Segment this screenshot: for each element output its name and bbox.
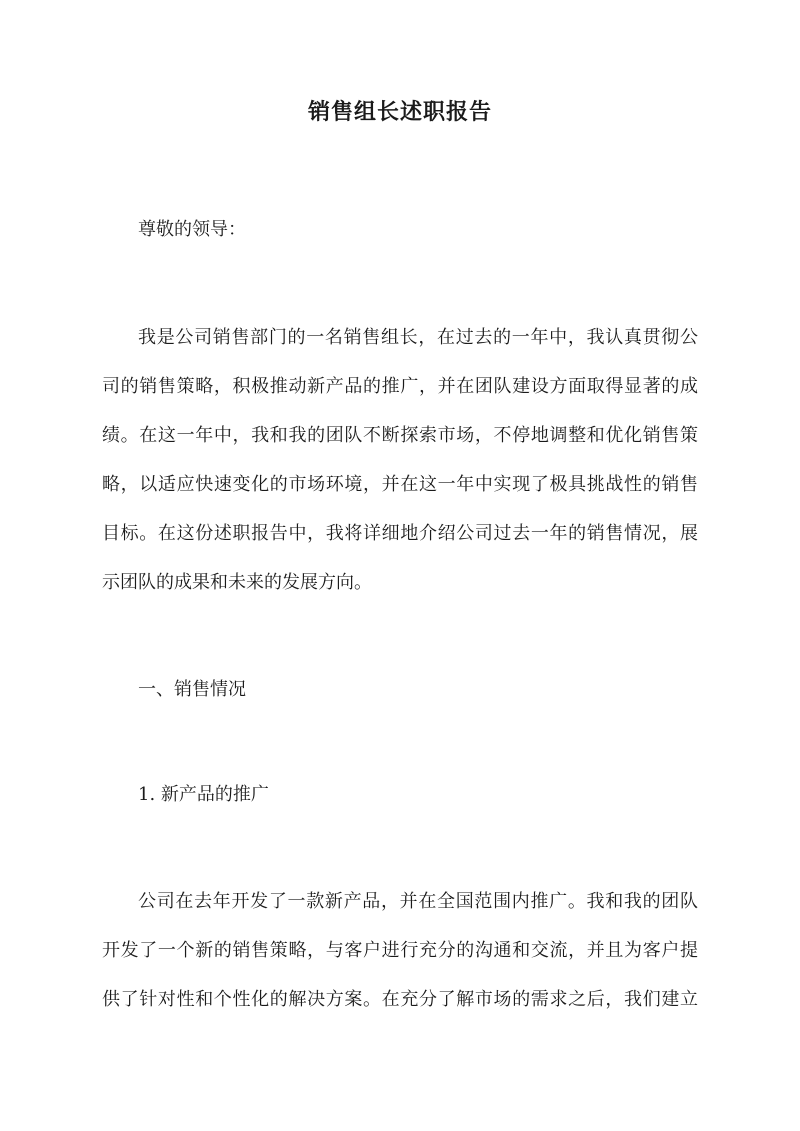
intro-paragraph xyxy=(102,313,698,607)
paragraph-line: 我是公司销售部门的一名销售组长，在过去的一年中，我认真贯彻公 xyxy=(138,327,698,348)
product-paragraph xyxy=(102,877,698,1024)
document-title: 销售组长述职报告 xyxy=(307,99,492,125)
paragraph-line: 司的销售策略，积极推动新产品的推广，并在团队建设方面取得显著的成 xyxy=(102,376,698,397)
sub-heading: 1. 新产品的推广 xyxy=(138,784,269,805)
paragraph-line: 目标。在这份述职报告中，我将详细地介绍公司过去一年的销售情况，展 xyxy=(102,523,698,544)
salutation: 尊敬的领导： xyxy=(138,219,246,240)
section-heading: 一、销售情况 xyxy=(138,679,246,700)
paragraph-line: 略，以适应快速变化的市场环境，并在这一年中实现了极具挑战性的销售 xyxy=(102,474,698,495)
paragraph-line: 开发了一个新的销售策略，与客户进行充分的沟通和交流，并且为客户提 xyxy=(102,940,698,961)
paragraph-line: 供了针对性和个性化的解决方案。在充分了解市场的需求之后，我们建立 xyxy=(102,989,698,1010)
paragraph-line: 公司在去年开发了一款新产品，并在全国范围内推广。我和我的团队 xyxy=(138,891,698,912)
paragraph-line: 示团队的成果和未来的发展方向。 xyxy=(102,572,372,593)
paragraph-line: 绩。在这一年中，我和我的团队不断探索市场，不停地调整和优化销售策 xyxy=(102,425,698,446)
